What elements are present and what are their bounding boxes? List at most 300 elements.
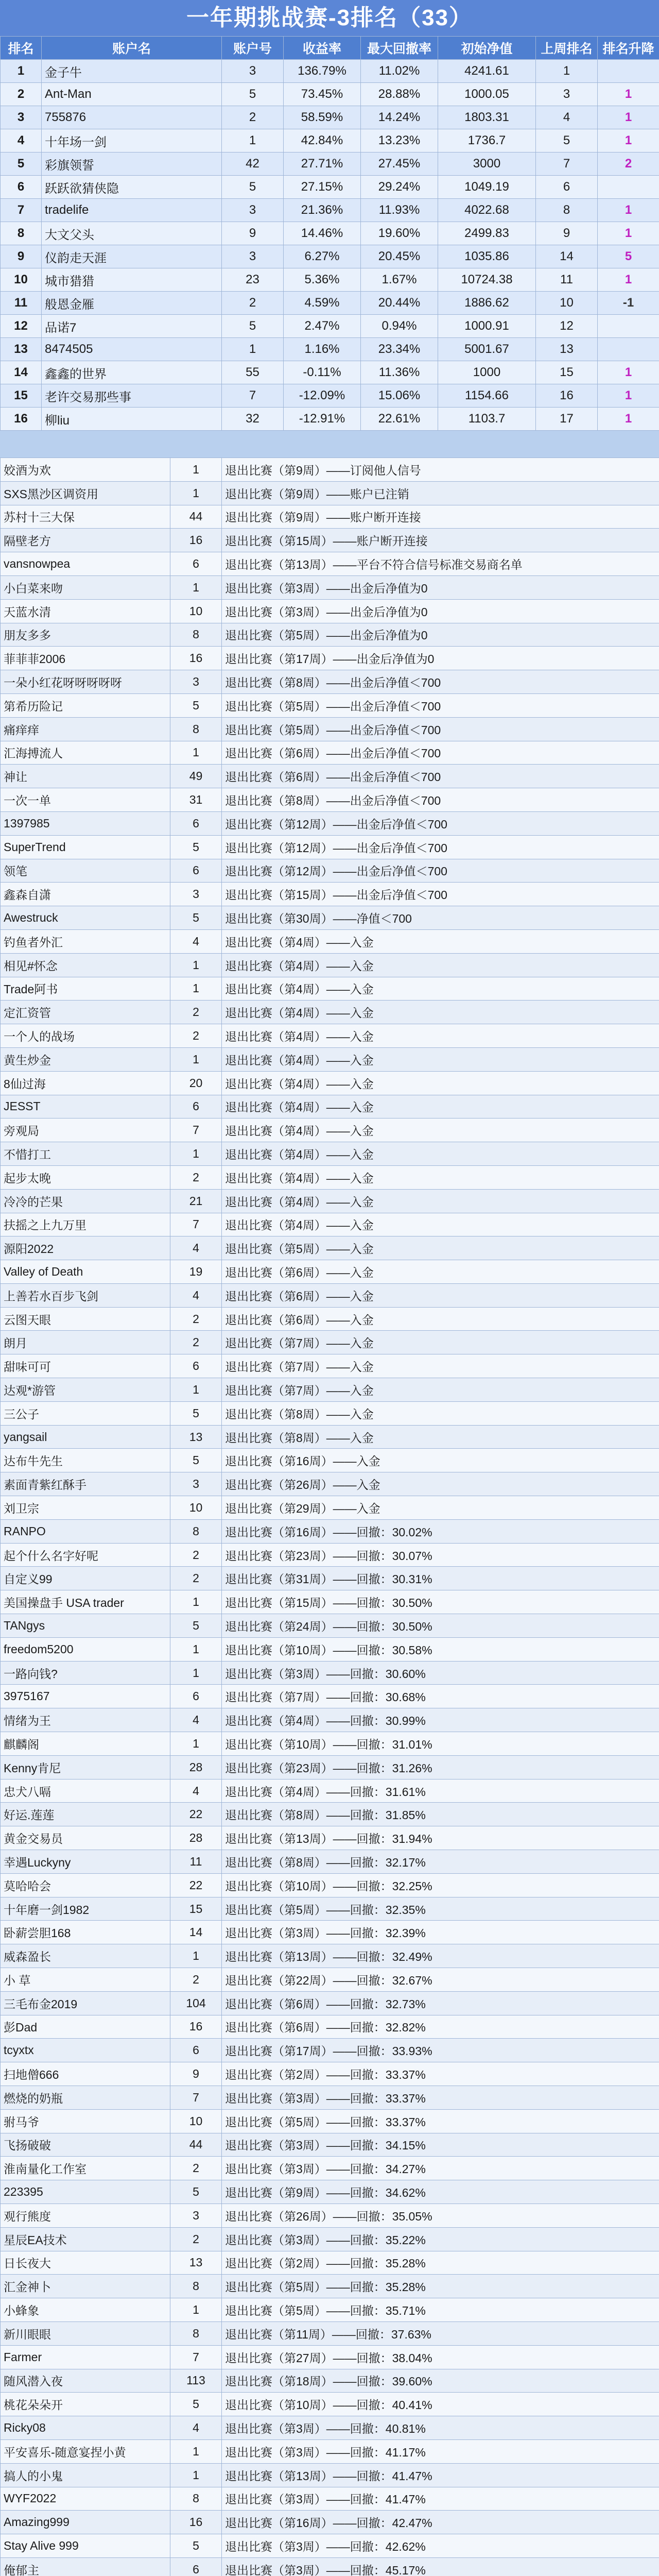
account-name-cell: tradelife — [42, 199, 222, 222]
drawdown-cell: 20.45% — [361, 245, 438, 268]
ranking-row — [1, 176, 659, 199]
account-count-cell: 5 — [170, 2180, 222, 2204]
account-count-cell: 1 — [170, 1661, 222, 1685]
eliminated-row — [1, 2251, 659, 2275]
eliminated-row — [1, 599, 659, 623]
ranking-row — [1, 361, 659, 384]
eliminated-row — [1, 1236, 659, 1260]
account-name-cell: 起步太晚 — [1, 1165, 170, 1189]
top-ranking-table — [0, 36, 659, 431]
account-name-cell: 莫哈哈会 — [1, 1873, 170, 1897]
ranking-row — [1, 408, 659, 431]
account-count-cell: 10 — [170, 1496, 222, 1520]
eliminated-row — [1, 953, 659, 977]
eliminated-row — [1, 2227, 659, 2251]
account-name-cell: 柳liu — [42, 408, 222, 431]
eliminated-row — [1, 977, 659, 1001]
account-name-cell: 卧薪尝胆168 — [1, 1921, 170, 1944]
eliminated-row — [1, 1118, 659, 1142]
account-count-cell: 104 — [170, 1991, 222, 2015]
exit-reason-cell: 退出比赛（第6周）——回撤：32.73% — [222, 1991, 659, 2015]
exit-reason-cell: 退出比赛（第8周）——回撤：31.85% — [222, 1803, 659, 1826]
exit-reason-cell: 退出比赛（第23周）——回撤：30.07% — [222, 1543, 659, 1567]
account-count-cell: 20 — [170, 1071, 222, 1095]
eliminated-row — [1, 2393, 659, 2416]
account-name-cell: 755876 — [42, 106, 222, 129]
account-name-cell: 一个人的战场 — [1, 1024, 170, 1048]
account-count-cell: 8 — [170, 717, 222, 741]
initial-nav-cell: 1000.91 — [438, 315, 536, 338]
account-name-cell: Kenny肯尼 — [1, 1755, 170, 1779]
account-name-cell: 223395 — [1, 2180, 170, 2204]
col-rank: 排名 — [1, 37, 42, 60]
eliminated-row — [1, 1307, 659, 1331]
eliminated-row — [1, 623, 659, 647]
account-count-cell: 1 — [170, 953, 222, 977]
eliminated-row — [1, 2345, 659, 2369]
initial-nav-cell: 5001.67 — [438, 338, 536, 361]
exit-reason-cell: 退出比赛（第4周）——入金 — [222, 929, 659, 953]
account-count-cell: 1 — [170, 741, 222, 765]
exit-reason-cell: 退出比赛（第8周）——回撤：32.17% — [222, 1850, 659, 1874]
account-name-cell: WYF2022 — [1, 2487, 170, 2511]
account-name-cell: 第希历险记 — [1, 693, 170, 717]
account-name-cell: 神让 — [1, 765, 170, 788]
account-name-cell: 鑫森自潇 — [1, 883, 170, 906]
account-name-cell: 幸遇Luckyny — [1, 1850, 170, 1874]
exit-reason-cell: 退出比赛（第17周）——回撤：33.93% — [222, 2039, 659, 2062]
account-name-cell: 品诺7 — [42, 315, 222, 338]
exit-reason-cell: 退出比赛（第3周）——回撤：33.37% — [222, 2086, 659, 2109]
rank-change-cell: 1 — [598, 268, 659, 292]
exit-reason-cell: 退出比赛（第4周）——入金 — [222, 953, 659, 977]
eliminated-row — [1, 670, 659, 694]
eliminated-row — [1, 458, 659, 482]
eliminated-row — [1, 1095, 659, 1118]
exit-reason-cell: 退出比赛（第16周）——回撤：30.02% — [222, 1519, 659, 1543]
account-count-cell: 13 — [170, 1425, 222, 1449]
exit-reason-cell: 退出比赛（第15周）——出金后净值＜700 — [222, 883, 659, 906]
rank-cell: 10 — [1, 268, 42, 292]
account-name-cell: 起个什么名字好呢 — [1, 1543, 170, 1567]
account-name-cell: 新川眼眼 — [1, 2321, 170, 2345]
eliminated-row — [1, 1165, 659, 1189]
account-count-cell: 1 — [170, 1944, 222, 1968]
exit-reason-cell: 退出比赛（第5周）——回撤：32.35% — [222, 1897, 659, 1921]
eliminated-row — [1, 1779, 659, 1803]
last-rank-cell: 17 — [536, 408, 598, 431]
initial-nav-cell: 1154.66 — [438, 384, 536, 408]
account-name-cell: 跃跃欲猜侠隐 — [42, 176, 222, 199]
drawdown-cell: 22.61% — [361, 408, 438, 431]
account-name-cell: 彩旗领誓 — [42, 152, 222, 176]
rank-change-cell: 1 — [598, 408, 659, 431]
last-rank-cell: 15 — [536, 361, 598, 384]
account-count-cell: 15 — [170, 1897, 222, 1921]
account-name-cell: 苏村十三大保 — [1, 505, 170, 529]
exit-reason-cell: 退出比赛（第13周）——平台不符合信号标准交易商名单 — [222, 552, 659, 576]
account-name-cell: 定汇资管 — [1, 1001, 170, 1024]
account-name-cell: 彭Dad — [1, 2015, 170, 2039]
exit-reason-cell: 退出比赛（第10周）——回撤：30.58% — [222, 1637, 659, 1661]
rank-cell: 5 — [1, 152, 42, 176]
initial-nav-cell: 10724.38 — [438, 268, 536, 292]
account-count-cell: 4 — [170, 1283, 222, 1307]
account-name-cell: 扫地僧666 — [1, 2062, 170, 2086]
account-name-cell: 观行熊度 — [1, 2204, 170, 2227]
eliminated-row — [1, 1472, 659, 1496]
account-count-cell: 1 — [170, 1378, 222, 1402]
account-name-cell: 痛痒痒 — [1, 717, 170, 741]
ranking-row — [1, 338, 659, 361]
account-count-cell: 5 — [170, 906, 222, 930]
ranking-row — [1, 60, 659, 83]
eliminated-row — [1, 1519, 659, 1543]
account-name-cell: 桃花朵朵开 — [1, 2393, 170, 2416]
ranking-row — [1, 222, 659, 245]
account-count-cell: 10 — [170, 599, 222, 623]
account-name-cell: 扶摇之上九万里 — [1, 1213, 170, 1236]
account-name-cell: SuperTrend — [1, 835, 170, 859]
account-count-cell: 4 — [170, 1708, 222, 1732]
rank-change-cell: 1 — [598, 83, 659, 106]
exit-reason-cell: 退出比赛（第13周）——回撤：32.49% — [222, 1944, 659, 1968]
account-count-cell: 3 — [222, 245, 284, 268]
account-name-cell: 钓鱼者外汇 — [1, 929, 170, 953]
eliminated-row — [1, 481, 659, 505]
account-name-cell: 一路向钱? — [1, 1661, 170, 1685]
account-name-cell: 甜味可可 — [1, 1354, 170, 1378]
exit-reason-cell: 退出比赛（第3周）——回撤：41.47% — [222, 2487, 659, 2511]
account-count-cell: 5 — [222, 176, 284, 199]
account-name-cell: 上善若水百步飞剑 — [1, 1283, 170, 1307]
initial-nav-cell: 4241.61 — [438, 60, 536, 83]
account-count-cell: 4 — [170, 2416, 222, 2440]
account-count-cell: 14 — [170, 1921, 222, 1944]
eliminated-row — [1, 1826, 659, 1850]
account-name-cell: 汇海搏流人 — [1, 741, 170, 765]
account-count-cell: 1 — [170, 1590, 222, 1614]
rank-cell: 14 — [1, 361, 42, 384]
eliminated-row — [1, 693, 659, 717]
exit-reason-cell: 退出比赛（第8周）——出金后净值＜700 — [222, 670, 659, 694]
account-count-cell: 1 — [170, 1732, 222, 1756]
account-name-cell: 云图天眼 — [1, 1307, 170, 1331]
eliminated-row — [1, 1189, 659, 1213]
drawdown-cell: 14.24% — [361, 106, 438, 129]
account-count-cell: 5 — [170, 835, 222, 859]
account-count-cell: 3 — [170, 670, 222, 694]
ranking-row — [1, 83, 659, 106]
exit-reason-cell: 退出比赛（第4周）——入金 — [222, 1118, 659, 1142]
ranking-row — [1, 152, 659, 176]
account-name-cell: 十年磨一剑1982 — [1, 1897, 170, 1921]
col-last-rank: 上周排名 — [536, 37, 598, 60]
rank-change-cell: 1 — [598, 129, 659, 152]
drawdown-cell: 28.88% — [361, 83, 438, 106]
exit-reason-cell: 退出比赛（第7周）——入金 — [222, 1354, 659, 1378]
account-name-cell: 姣酒为欢 — [1, 458, 170, 482]
eliminated-row — [1, 1637, 659, 1661]
rank-change-cell: 1 — [598, 361, 659, 384]
ranking-row — [1, 315, 659, 338]
exit-reason-cell: 退出比赛（第5周）——回撤：33.37% — [222, 2109, 659, 2133]
drawdown-cell: 1.67% — [361, 268, 438, 292]
account-name-cell: 旁观局 — [1, 1118, 170, 1142]
account-name-cell: Awestruck — [1, 906, 170, 930]
account-name-cell: 8仙过海 — [1, 1071, 170, 1095]
account-name-cell: 菲菲菲2006 — [1, 647, 170, 670]
eliminated-row — [1, 1803, 659, 1826]
eliminated-row — [1, 859, 659, 883]
account-name-cell: freedom5200 — [1, 1637, 170, 1661]
eliminated-row — [1, 788, 659, 812]
eliminated-row — [1, 1897, 659, 1921]
exit-reason-cell: 退出比赛（第23周）——回撤：31.26% — [222, 1755, 659, 1779]
rank-cell: 2 — [1, 83, 42, 106]
exit-reason-cell: 退出比赛（第8周）——入金 — [222, 1401, 659, 1425]
eliminated-row — [1, 2039, 659, 2062]
account-name-cell: 冷冷的芒果 — [1, 1189, 170, 1213]
ranking-row — [1, 292, 659, 315]
last-rank-cell: 5 — [536, 129, 598, 152]
return-cell: -12.91% — [284, 408, 361, 431]
rank-change-cell: 2 — [598, 152, 659, 176]
eliminated-row — [1, 1543, 659, 1567]
account-count-cell: 7 — [170, 1118, 222, 1142]
account-name-cell: Stay Alive 999 — [1, 2534, 170, 2558]
rank-change-cell: 1 — [598, 199, 659, 222]
eliminated-row — [1, 1590, 659, 1614]
rank-cell: 1 — [1, 60, 42, 83]
exit-reason-cell: 退出比赛（第5周）——回撤：35.71% — [222, 2298, 659, 2322]
account-name-cell: 三毛布金2019 — [1, 1991, 170, 2015]
account-name-cell: Farmer — [1, 2345, 170, 2369]
account-name-cell: 老许交易那些事 — [42, 384, 222, 408]
eliminated-row — [1, 1401, 659, 1425]
drawdown-cell: 15.06% — [361, 384, 438, 408]
rank-change-cell: 1 — [598, 384, 659, 408]
rank-cell: 9 — [1, 245, 42, 268]
account-count-cell: 3 — [170, 1472, 222, 1496]
drawdown-cell: 11.02% — [361, 60, 438, 83]
account-count-cell: 4 — [170, 1236, 222, 1260]
account-name-cell: 飞扬破破 — [1, 2133, 170, 2157]
exit-reason-cell: 退出比赛（第3周）——回撤：32.39% — [222, 1921, 659, 1944]
account-count-cell: 8 — [170, 2275, 222, 2298]
account-count-cell: 1 — [222, 338, 284, 361]
col-accounts: 账户号 — [222, 37, 284, 60]
exit-reason-cell: 退出比赛（第9周）——回撤：34.62% — [222, 2180, 659, 2204]
exit-reason-cell: 退出比赛（第18周）——回撤：39.60% — [222, 2369, 659, 2393]
last-rank-cell: 13 — [536, 338, 598, 361]
ranking-row — [1, 384, 659, 408]
eliminated-row — [1, 2463, 659, 2487]
account-count-cell: 5 — [222, 83, 284, 106]
account-name-cell: 驸马爷 — [1, 2109, 170, 2133]
account-name-cell: 朗月 — [1, 1331, 170, 1354]
ranking-row — [1, 199, 659, 222]
return-cell: 14.46% — [284, 222, 361, 245]
account-count-cell: 1 — [170, 1047, 222, 1071]
account-count-cell: 4 — [170, 1779, 222, 1803]
account-name-cell: 淮南量化工作室 — [1, 2157, 170, 2180]
account-count-cell: 2 — [170, 1331, 222, 1354]
account-name-cell: 十年场一剑 — [42, 129, 222, 152]
account-count-cell: 7 — [170, 2086, 222, 2109]
exit-reason-cell: 退出比赛（第5周）——出金后净值＜700 — [222, 693, 659, 717]
exit-reason-cell: 退出比赛（第3周）——回撤：35.22% — [222, 2227, 659, 2251]
account-count-cell: 32 — [222, 408, 284, 431]
initial-nav-cell: 1000 — [438, 361, 536, 384]
account-count-cell: 5 — [170, 693, 222, 717]
account-count-cell: 9 — [222, 222, 284, 245]
col-max-drawdown: 最大回撤率 — [361, 37, 438, 60]
eliminated-row — [1, 2534, 659, 2558]
account-name-cell: 8474505 — [42, 338, 222, 361]
account-name-cell: 仪韵走天涯 — [42, 245, 222, 268]
account-count-cell: 6 — [170, 859, 222, 883]
last-rank-cell: 8 — [536, 199, 598, 222]
account-name-cell: 达布牛先生 — [1, 1449, 170, 1472]
account-name-cell: vansnowpea — [1, 552, 170, 576]
initial-nav-cell: 1886.62 — [438, 292, 536, 315]
eliminated-row — [1, 1567, 659, 1590]
exit-reason-cell: 退出比赛（第12周）——出金后净值＜700 — [222, 811, 659, 835]
rank-change-cell — [598, 338, 659, 361]
account-name-cell: 忠犬八嗝 — [1, 1779, 170, 1803]
account-count-cell: 5 — [170, 1614, 222, 1638]
exit-reason-cell: 退出比赛（第24周）——回撤：30.50% — [222, 1614, 659, 1638]
eliminated-row — [1, 1449, 659, 1472]
top-header-row — [1, 37, 659, 60]
last-rank-cell: 7 — [536, 152, 598, 176]
account-name-cell: 自定义99 — [1, 1567, 170, 1590]
initial-nav-cell: 1103.7 — [438, 408, 536, 431]
eliminated-row — [1, 529, 659, 552]
account-count-cell: 113 — [170, 2369, 222, 2393]
account-count-cell: 6 — [170, 552, 222, 576]
account-name-cell: 达观*游管 — [1, 1378, 170, 1402]
rank-change-cell: 1 — [598, 106, 659, 129]
return-cell: -0.11% — [284, 361, 361, 384]
account-name-cell: 随风潜入夜 — [1, 2369, 170, 2393]
account-name-cell: 汇金神卜 — [1, 2275, 170, 2298]
exit-reason-cell: 退出比赛（第3周）——回撤：34.15% — [222, 2133, 659, 2157]
eliminated-row — [1, 2157, 659, 2180]
eliminated-row — [1, 647, 659, 670]
account-name-cell: 燃烧的奶瓶 — [1, 2086, 170, 2109]
eliminated-row — [1, 2439, 659, 2463]
account-name-cell: 黄生炒金 — [1, 1047, 170, 1071]
return-cell: 27.15% — [284, 176, 361, 199]
exit-reason-cell: 退出比赛（第4周）——入金 — [222, 1142, 659, 1166]
eliminated-row — [1, 1661, 659, 1685]
exit-reason-cell: 退出比赛（第5周）——回撤：35.28% — [222, 2275, 659, 2298]
account-count-cell: 5 — [170, 1449, 222, 1472]
account-count-cell: 19 — [170, 1260, 222, 1284]
account-name-cell: 小白菜来吻 — [1, 575, 170, 599]
account-count-cell: 3 — [170, 2204, 222, 2227]
account-name-cell: 日长夜大 — [1, 2251, 170, 2275]
eliminated-row — [1, 741, 659, 765]
exit-reason-cell: 退出比赛（第7周）——入金 — [222, 1378, 659, 1402]
eliminated-row — [1, 2180, 659, 2204]
exit-reason-cell: 退出比赛（第4周）——入金 — [222, 1001, 659, 1024]
account-count-cell: 13 — [170, 2251, 222, 2275]
eliminated-row — [1, 1708, 659, 1732]
exit-reason-cell: 退出比赛（第6周）——回撤：32.82% — [222, 2015, 659, 2039]
account-name-cell: JESST — [1, 1095, 170, 1118]
account-count-cell: 3 — [170, 883, 222, 906]
exit-reason-cell: 退出比赛（第4周）——入金 — [222, 1189, 659, 1213]
return-cell: 5.36% — [284, 268, 361, 292]
last-rank-cell: 14 — [536, 245, 598, 268]
exit-reason-cell: 退出比赛（第29周）——入金 — [222, 1496, 659, 1520]
account-count-cell: 1 — [170, 458, 222, 482]
account-count-cell: 22 — [170, 1873, 222, 1897]
eliminated-body — [1, 458, 659, 2576]
account-name-cell: 隔壁老方 — [1, 529, 170, 552]
account-count-cell: 42 — [222, 152, 284, 176]
return-cell: 42.84% — [284, 129, 361, 152]
last-rank-cell: 12 — [536, 315, 598, 338]
eliminated-row — [1, 1354, 659, 1378]
exit-reason-cell: 退出比赛（第17周）——出金后净值为0 — [222, 647, 659, 670]
eliminated-row — [1, 2416, 659, 2440]
return-cell: 2.47% — [284, 315, 361, 338]
account-count-cell: 1 — [170, 1637, 222, 1661]
account-name-cell: Trade阿书 — [1, 977, 170, 1001]
initial-nav-cell: 1736.7 — [438, 129, 536, 152]
account-count-cell: 28 — [170, 1755, 222, 1779]
account-name-cell: 相见#怀念 — [1, 953, 170, 977]
account-name-cell: RANPO — [1, 1519, 170, 1543]
eliminated-row — [1, 811, 659, 835]
eliminated-row — [1, 1968, 659, 1992]
eliminated-row — [1, 2062, 659, 2086]
account-name-cell: 俺郁主 — [1, 2557, 170, 2576]
account-count-cell: 1 — [170, 1142, 222, 1166]
account-count-cell: 1 — [170, 481, 222, 505]
eliminated-row — [1, 2015, 659, 2039]
last-rank-cell: 6 — [536, 176, 598, 199]
account-count-cell: 16 — [170, 2015, 222, 2039]
account-name-cell: 黄金交易员 — [1, 1826, 170, 1850]
col-account: 账户名 — [42, 37, 222, 60]
account-name-cell: 1397985 — [1, 811, 170, 835]
rank-cell: 6 — [1, 176, 42, 199]
exit-reason-cell: 退出比赛（第4周）——入金 — [222, 1095, 659, 1118]
account-count-cell: 8 — [170, 1519, 222, 1543]
ranking-row — [1, 129, 659, 152]
account-count-cell: 6 — [170, 1095, 222, 1118]
rank-change-cell: 5 — [598, 245, 659, 268]
eliminated-row — [1, 2321, 659, 2345]
eliminated-row — [1, 1260, 659, 1284]
exit-reason-cell: 退出比赛（第4周）——入金 — [222, 977, 659, 1001]
account-count-cell: 55 — [222, 361, 284, 384]
eliminated-row — [1, 2487, 659, 2511]
eliminated-row — [1, 2204, 659, 2227]
drawdown-cell: 13.23% — [361, 129, 438, 152]
last-rank-cell: 11 — [536, 268, 598, 292]
drawdown-cell: 29.24% — [361, 176, 438, 199]
last-rank-cell: 1 — [536, 60, 598, 83]
exit-reason-cell: 退出比赛（第27周）——回撤：38.04% — [222, 2345, 659, 2369]
account-count-cell: 16 — [170, 647, 222, 670]
account-count-cell: 8 — [170, 2487, 222, 2511]
